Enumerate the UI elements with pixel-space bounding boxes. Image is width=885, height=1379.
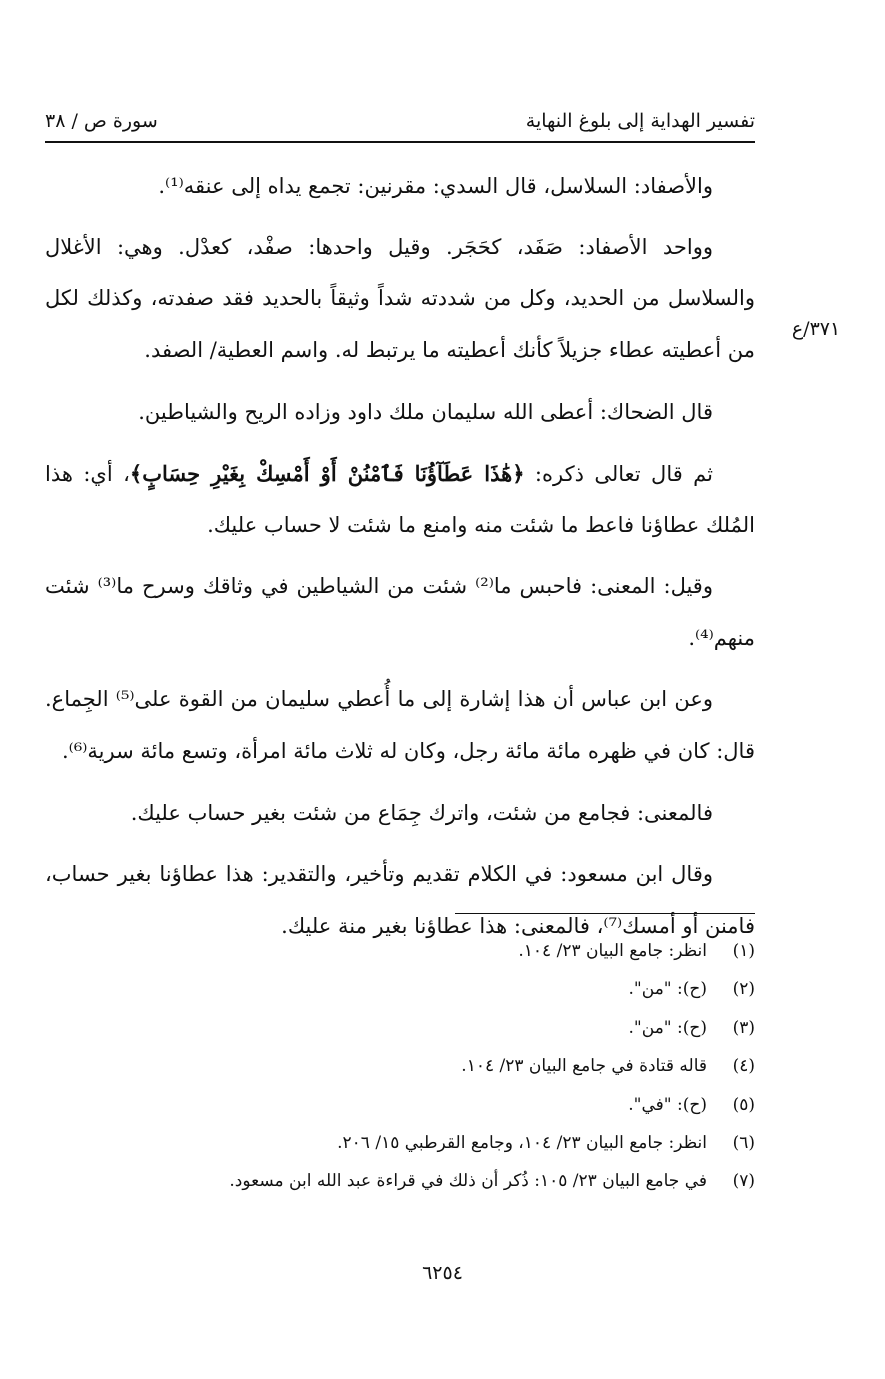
- running-header: [45, 96, 755, 132]
- footnote: [45, 1009, 755, 1047]
- footnote-text: انظر: جامع البيان ٢٣/ ١٠٤.: [518, 941, 707, 961]
- paragraph: فالمعنى: فجامع من شئت، واترك جِمَاع من شئت بغير حساب عليك.: [130, 801, 713, 825]
- footnote-text: انظر: جامع البيان ٢٣/ ١٠٤، وجامع القرطبي ١٥/ ٢٠٦.: [337, 1133, 707, 1154]
- footnote: [45, 1124, 755, 1162]
- footnote-number: (٣): [732, 1017, 755, 1038]
- paragraph: ثم قال تعالى ذكره: ﴿هَٰذَا عَطَآؤُنَا فَٱمْنُنْ أَوْ أَمْسِكْ بِغَيْرِ حِسَابٍ﴾، أي: هذا المُلك عطاؤنا فاعط ما شئت منه وامنع ما شئت لا حساب عليك.: [45, 461, 755, 537]
- footnotes: [45, 932, 755, 1201]
- footnote-text: (ح): "في".: [628, 1094, 707, 1115]
- book-title: تفسير الهداية إلى بلوغ النهاية: [525, 110, 755, 132]
- footnote: [45, 1086, 755, 1124]
- paragraph: وقال ابن مسعود: في الكلام تقديم وتأخير، والتقدير: هذا عطاؤنا بغير حساب، فامنن أو أمسك⁽⁷⁾، فالمعنى: هذا عطاؤنا بغير منة عليك.: [45, 862, 755, 938]
- quran-verse: ﴿هَٰذَا عَطَآؤُنَا فَٱمْنُنْ أَوْ أَمْسِكْ بِغَيْرِ حِسَابٍ﴾: [129, 461, 525, 486]
- paragraph: قال الضحاك: أعطى الله سليمان ملك داود وزاده الريح والشياطين.: [138, 400, 713, 424]
- footnote-text: (ح): "من".: [628, 979, 707, 1000]
- footnote-number: (٢): [732, 979, 755, 1000]
- footnote: [45, 932, 755, 970]
- footnote-text: (ح): "من".: [628, 1017, 707, 1038]
- paragraph: وواحد الأصفاد: صَفَد، كحَجَر. وقيل واحدها: صفْد، كعدْل. وهي: الأغلال والسلاسل من الحديد، وكل من شددته شداً وثيقاً بالحديد فقد صفدته، وكذلك لكل من أعطيته عطاء جزيلاً كأنك أعطيته ما يرتبط له. واسم العطية/ الصفد.: [45, 235, 755, 362]
- footnote-text: قاله قتادة في جامع البيان ٢٣/ ١٠٤.: [461, 1056, 707, 1077]
- main-text: [45, 160, 755, 962]
- footnote-text: في جامع البيان ٢٣/ ١٠٥: ذُكر أن ذلك في قراءة عبد الله ابن مسعود.: [229, 1171, 707, 1192]
- manuscript-folio-note: ٣٧١/ع: [791, 318, 841, 340]
- footnote-number: (٧): [732, 1171, 755, 1192]
- footnote-number: (٦): [732, 1133, 755, 1154]
- paragraph: وقيل: المعنى: فاحبس ما⁽²⁾ شئت من الشياطين في وثاقك وسرح ما⁽³⁾ شئت منهم⁽⁴⁾.: [45, 574, 755, 650]
- surah-label: سورة ص / ٣٨: [45, 110, 158, 132]
- footnote: [45, 1047, 755, 1085]
- paragraph: وعن ابن عباس أن هذا إشارة إلى ما أُعطي سليمان من القوة على⁽⁵⁾ الجِماع. قال: كان في ظهره مائة مائة رجل، وكان له ثلاث مائة امرأة، وتسع مائة سرية⁽⁶⁾.: [45, 687, 755, 763]
- header-rule: [45, 141, 755, 143]
- footnote-separator: [455, 913, 755, 914]
- footnote-number: (١): [732, 941, 755, 961]
- footnote: [45, 970, 755, 1008]
- page-number: ٦٢٥٤: [422, 1262, 463, 1284]
- paragraph: والأصفاد: السلاسل، قال السدي: مقرنين: تجمع يداه إلى عنقه⁽¹⁾.: [158, 174, 713, 198]
- footnote-number: (٥): [732, 1094, 755, 1115]
- footnote: [45, 1162, 755, 1200]
- footnote-number: (٤): [732, 1056, 755, 1077]
